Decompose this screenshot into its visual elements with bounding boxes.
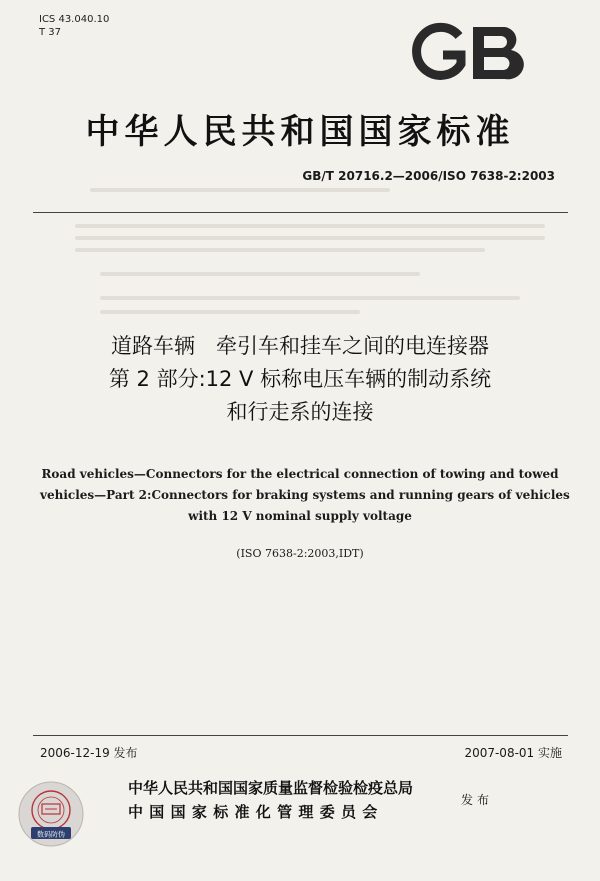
national-standard-title: 中华人民共和国国家标准 [85,112,515,152]
issue-date: 2006-12-19 发布 [40,746,138,760]
document-title-chinese [0,330,600,429]
issuer-line-2: 中国国家标准化管理委员会 [128,803,384,821]
show-through-line [75,248,485,252]
title-line-3: 和行走系的连接 [226,400,374,424]
document-title-english [40,464,570,527]
show-through-line [75,236,545,240]
show-through-line [100,272,420,276]
ccs-code: T 37 [39,27,62,38]
english-title-line-2: vehicles—Part 2:Connectors for braking systems and running gears of vehicles [40,488,570,502]
anti-counterfeit-seal-icon [17,780,85,848]
issuer-line-1: 中华人民共和国国家质量监督检验检疫总局 [128,779,414,797]
standard-number: GB/T 20716.2—2006/ISO 7638-2:2003 [302,169,555,183]
seal-label: 数码防伪 [37,830,65,839]
implementation-date: 2007-08-01 实施 [464,746,562,760]
show-through-line [100,310,360,314]
english-title-line-3: with 12 V nominal supply voltage [188,509,412,523]
publish-label: 发布 [461,793,494,807]
classification-codes [39,13,109,39]
title-line-1: 道路车辆 牵引车和挂车之间的电连接器 [111,334,489,358]
show-through-line [90,188,390,192]
ics-code: ICS 43.040.10 [39,14,110,25]
show-through-line [100,296,520,300]
issuing-authorities [128,776,413,824]
title-line-2: 第 2 部分:12 V 标称电压车辆的制动系统 [108,367,492,391]
iso-reference: (ISO 7638-2:2003,IDT) [236,547,364,560]
gb-logo-icon [407,22,533,84]
bottom-rule [33,735,568,736]
english-title-line-1: Road vehicles—Connectors for the electrical connection of towing and towed [41,467,559,481]
show-through-line [75,224,545,228]
top-rule [33,212,568,213]
